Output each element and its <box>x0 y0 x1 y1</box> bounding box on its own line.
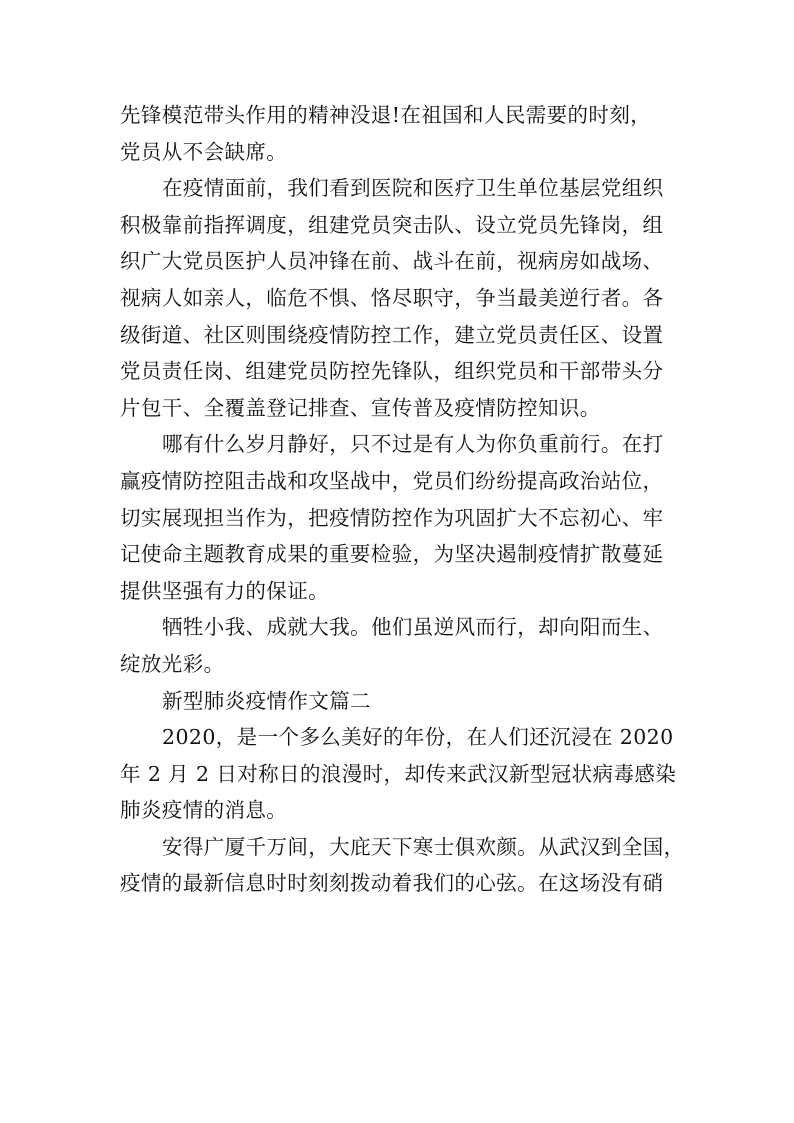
text-line: 赢疫情防控阻击战和攻坚战中，党员们纷纷提高政治站位， <box>120 468 664 493</box>
text-line: 年 2 月 2 日对称日的浪漫时，却传来武汉新型冠状病毒感染 <box>120 761 677 786</box>
text-line: 肺炎疫情的消息。 <box>120 798 288 823</box>
text-line: 安得广厦千万间，大庇天下寒士俱欢颜。从武汉到全国， <box>162 834 685 859</box>
text-line: 牺牲小我、成就大我。他们虽逆风而行，却向阳而生、 <box>162 615 664 640</box>
text-line: 视病人如亲人，临危不惧、恪尽职守，争当最美逆行者。各 <box>120 285 664 310</box>
text-line: 切实展现担当作为，把疫情防控作为巩固扩大不忘初心、牢 <box>120 505 664 530</box>
text-line: 积极靠前指挥调度，组建党员突击队、设立党员先锋岗，组 <box>120 212 664 237</box>
text-line: 记使命主题教育成果的重要检验，为坚决遏制疫情扩散蔓延 <box>120 542 664 567</box>
text-line: 级街道、社区则围绕疫情防控工作，建立党员责任区、设置 <box>120 322 664 347</box>
text-line: 疫情的最新信息时时刻刻拨动着我们的心弦。在这场没有硝 <box>120 871 664 896</box>
text-line: 哪有什么岁月静好，只不过是有人为你负重前行。在打 <box>162 432 664 457</box>
text-line: 片包干、全覆盖登记排查、宣传普及疫情防控知识。 <box>120 395 601 420</box>
text-line: 提供坚强有力的保证。 <box>120 578 329 603</box>
text-line: 绽放光彩。 <box>120 651 225 676</box>
text-line: 先锋模范带头作用的精神没退!在祖国和人民需要的时刻， <box>120 103 652 127</box>
text-line: 党员从不会缺席。 <box>120 139 288 164</box>
text-line: 新型肺炎疫情作文篇二 <box>162 688 371 713</box>
text-line: 2020，是一个多么美好的年份，在人们还沉浸在 2020 <box>162 725 674 750</box>
text-line: 织广大党员医护人员冲锋在前、战斗在前，视病房如战场、 <box>120 249 664 274</box>
text-line: 党员责任岗、组建党员防控先锋队，组织党员和干部带头分 <box>120 359 664 384</box>
text-line: 在疫情面前，我们看到医院和医疗卫生单位基层党组织 <box>162 176 664 201</box>
document-body <box>120 97 690 902</box>
